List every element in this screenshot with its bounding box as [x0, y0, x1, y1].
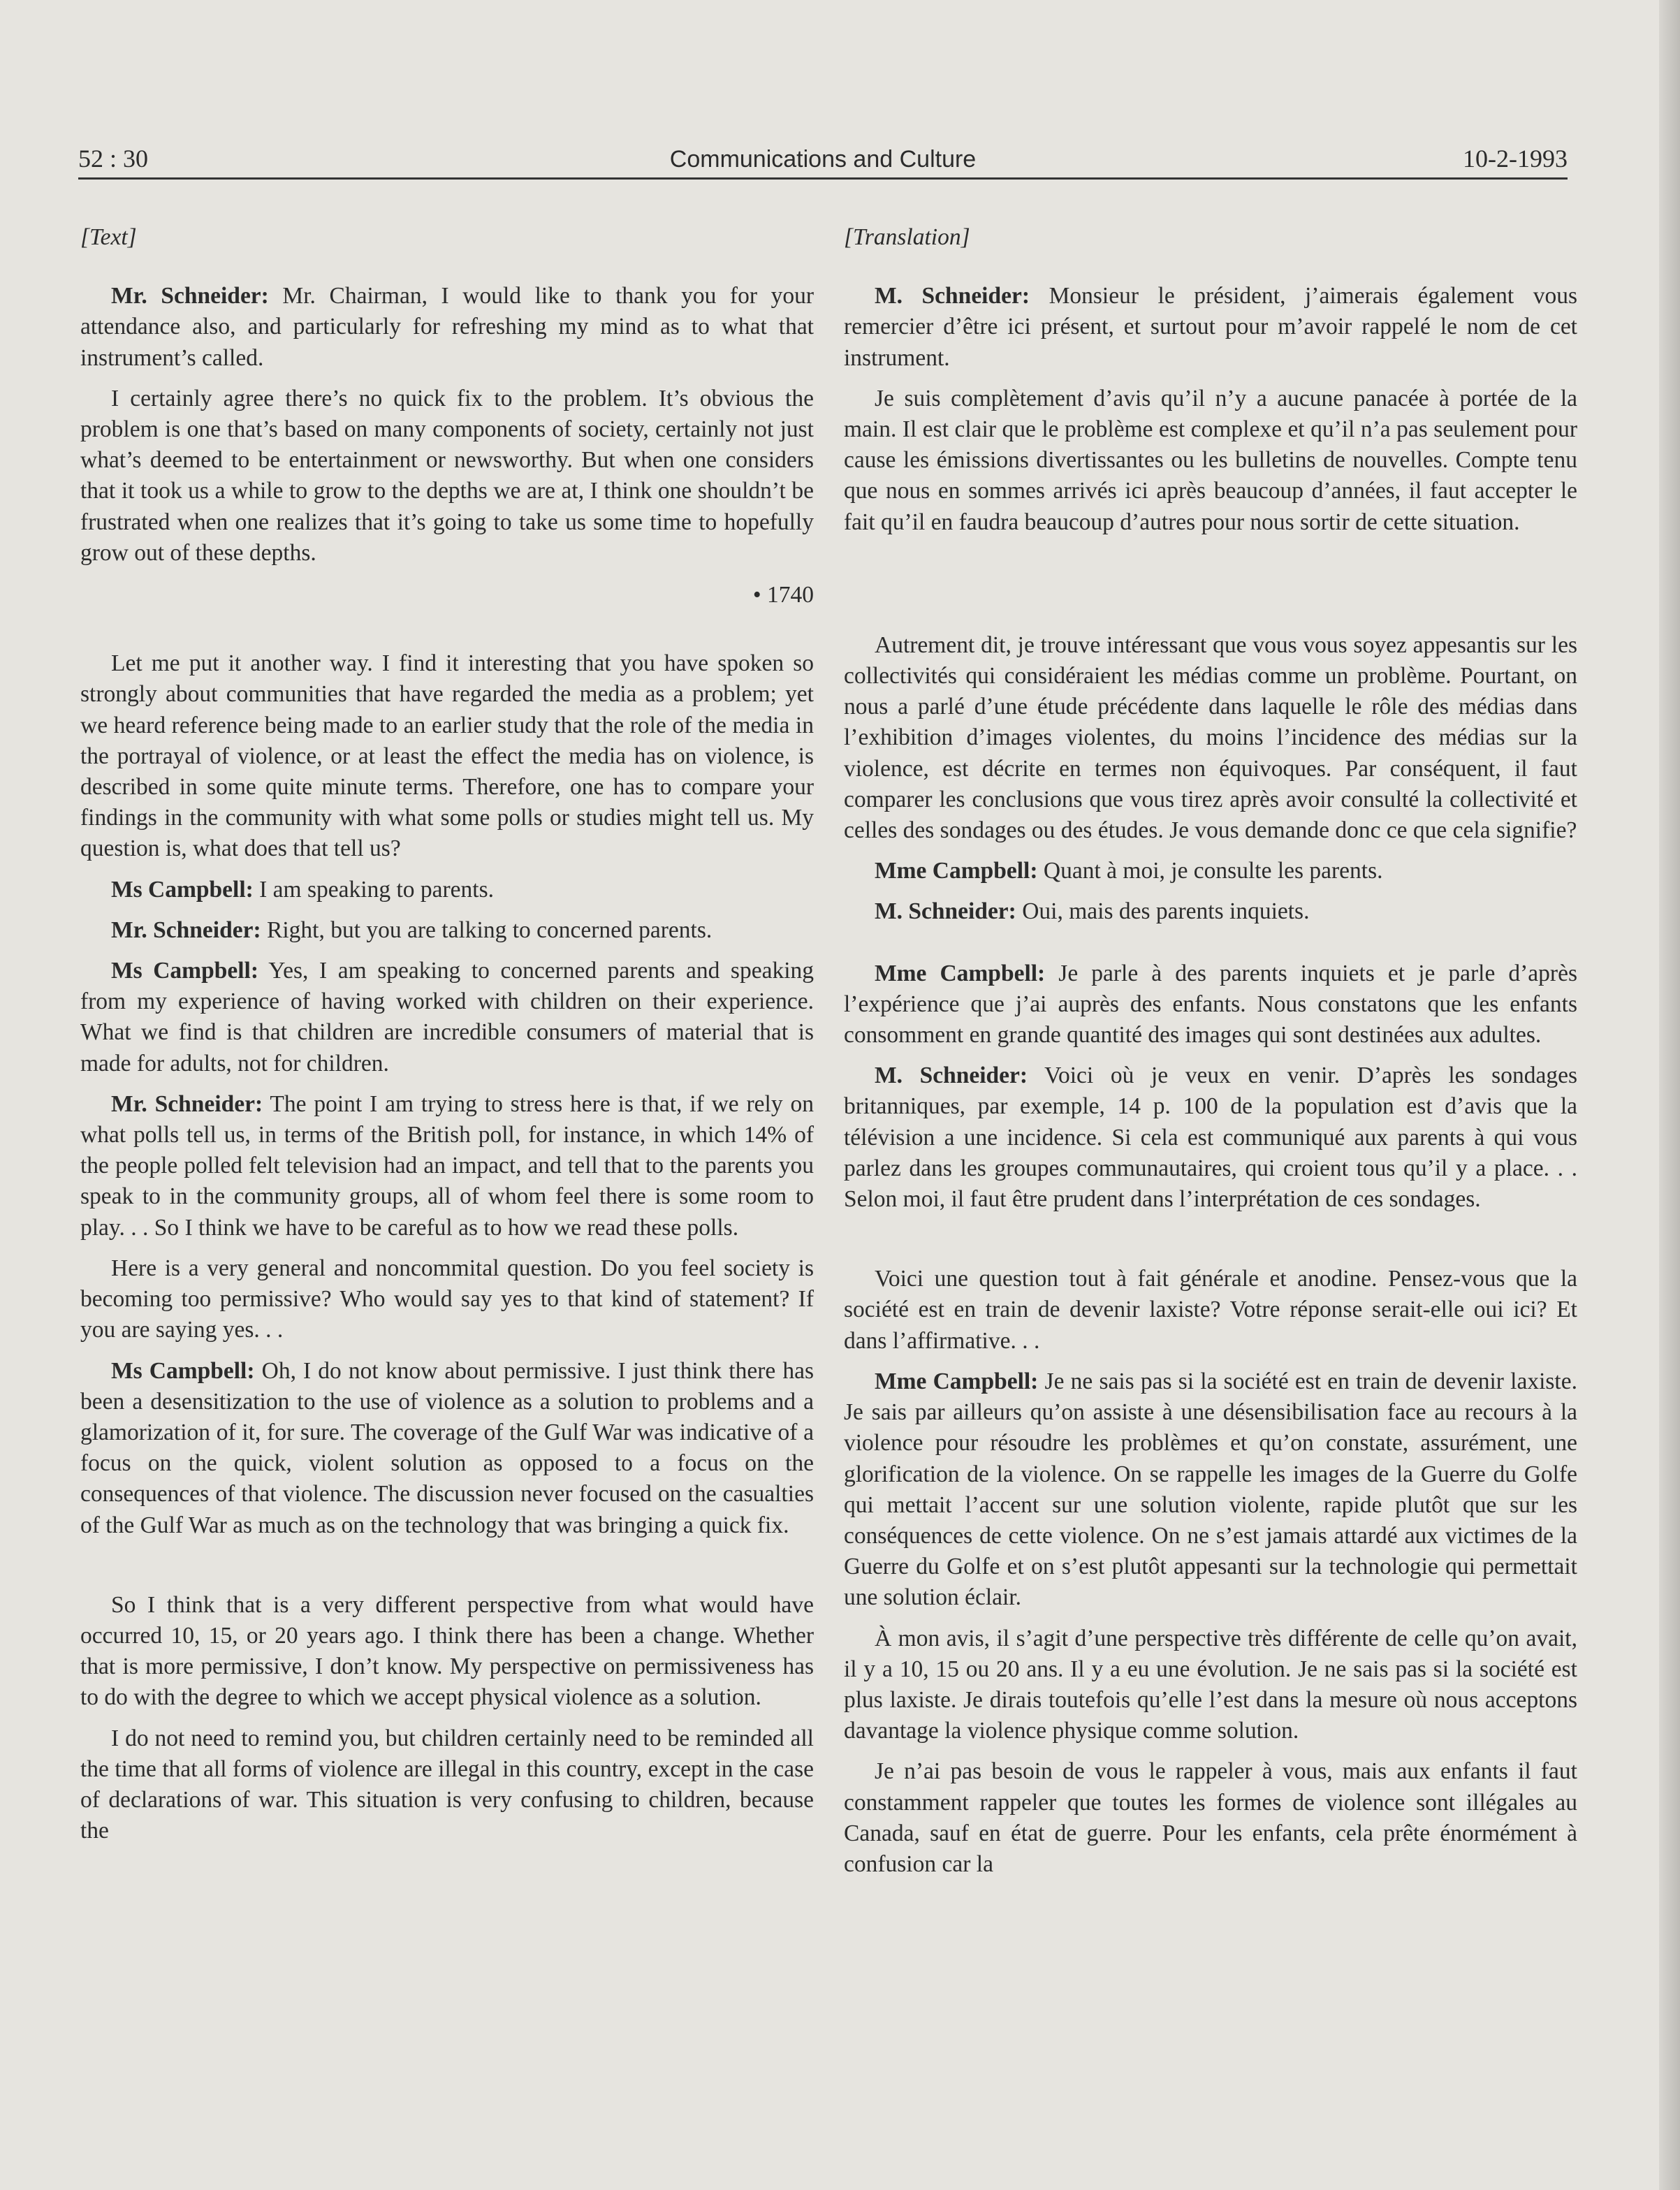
- speaker-name: Ms Campbell:: [111, 876, 254, 903]
- speaker-name: Mr. Schneider:: [111, 1090, 263, 1117]
- speaker-name: Ms Campbell:: [111, 1357, 255, 1384]
- paragraph: Je n’ai pas besoin de vous le rappeler à vous, mais aux enfants il faut constamment rappeler que toutes les formes de violence sont illégales au Canada, sauf en état de guerre. Pour les enfants, cela prête énormément à confusion car la: [844, 1758, 1577, 1877]
- spacer: [844, 548, 1577, 630]
- paragraph: I certainly agree there’s no quick fix to the problem. It’s obvious the problem is one that’s based on many components of society, certainly not just what’s deemed to be entertainment or newsworthy. But when one considers that it took us a while to grow to the depths we are at, I think one shouldn’t be frustrated when one realizes that it’s going to take us some time to hopefully grow out of these depths.: [80, 385, 814, 566]
- paragraph: I do not need to remind you, but children certainly need to be reminded all the time that all forms of violence are illegal in this country, except in the case of declarations of war. This situation is very confusing to children, because the: [80, 1725, 814, 1844]
- spacer: [844, 1225, 1577, 1264]
- page-header: [78, 137, 1568, 180]
- paragraph: So I think that is a very different perspective from what would have occurred 10, 15, or 20 years ago. I think there has been a change. Whether that is more permissive, I don’t know. My perspective on permissiveness has to do with the degree to which we accept physical violence as a solution.: [80, 1591, 814, 1711]
- column-label: [Translation]: [844, 224, 970, 250]
- paragraph: Ms Campbell: Yes, I am speaking to concerned parents and speaking from my experience of having worked with children on their experience. What we find is that children are incredible consumers of material that is made for adults, not for children.: [80, 958, 815, 1076]
- paragraph: Let me put it another way. I find it interesting that you have spoken so strongly about communities that have regarded the media as a problem; yet we heard reference being made to an earlier study that the role of the media in the portrayal of violence, or at least the effect the media has on violence, is described in some quite minute terms. Therefore, one has to compare your findings in the community with what some polls or studies might tell us. My question is, what does that tell us?: [80, 650, 814, 862]
- speaker-name: Mr. Schneider:: [111, 917, 261, 943]
- publication-title: Communications and Culture: [669, 146, 977, 173]
- paragraph: Mme Campbell: Quant à moi, je consulte les parents.: [875, 858, 1383, 884]
- speaker-name: M. Schneider:: [875, 1063, 1028, 1089]
- speaker-name: M. Schneider:: [875, 898, 1016, 925]
- paragraph: Mr. Schneider: Right, but you are talking to concerned parents.: [111, 917, 713, 943]
- paragraph: Voici une question tout à fait générale et anodine. Pensez-vous que la société est en train de devenir laxiste? Votre réponse serait-elle oui ici? Et dans l’affirmative. . .: [844, 1266, 1577, 1354]
- speaker-name: Mme Campbell:: [875, 1368, 1039, 1394]
- paragraph: Autrement dit, je trouve intéressant que vous vous soyez appesantis sur les collectivités qui considéraient les médias comme un problème. Pourtant, on nous a parlé d’une étude précédente dans laquelle le rôle des médias dans l’exhibition d’images violentes, du moins l’incidence des médias sur la violence, est décrite en termes non équivoques. Par conséquent, il faut comparer les conclusions que vous tirez après avoir consulté la collectivité et celles des sondages ou des études. Je vous demande donc ce que cela signifie?: [844, 632, 1577, 844]
- spacer: [80, 1551, 814, 1590]
- french-column: [844, 222, 1577, 1890]
- speaker-name: M. Schneider:: [875, 283, 1030, 309]
- spacer: [844, 937, 1577, 958]
- page-number: 52 : 30: [78, 145, 149, 173]
- english-column: [80, 222, 814, 1856]
- paragraph: Mr. Schneider: The point I am trying to stress here is that, if we rely on what polls tell us, in terms of the British poll, for instance, in which 14% of the people polled felt television had an impact, and tell that to the parents you speak to in the community groups, all of whom feel there is some room to play. . . So I think we have to be careful as to how we read these polls.: [80, 1090, 814, 1241]
- speaker-name: Mr. Schneider:: [111, 283, 269, 309]
- paragraph: M. Schneider: Oui, mais des parents inquiets.: [875, 898, 1310, 925]
- paragraph: Mme Campbell: Je parle à des parents inquiets et je parle d’après l’expérience que j’ai auprès des enfants. Nous constatons que les enfants consomment en grande quantité des images qui sont destinées aux adultes.: [844, 960, 1577, 1049]
- time-marker: • 1740: [752, 582, 814, 608]
- paragraph: Here is a very general and noncommital question. Do you feel society is becoming too permissive? Who would say yes to that kind of statement? If you are saying yes. . .: [80, 1255, 814, 1343]
- paragraph: M. Schneider: Voici où je veux en venir. D’après les sondages britanniques, par exemple, 14 p. 100 de la population est d’avis que la télévision a une incidence. Si cela est communiqué aux parents à qui vous parlez dans les groupes communautaires, qui croient tous qu’il y a place. . . Selon moi, il faut être prudent dans l’interprétation de ces sondages.: [844, 1063, 1577, 1213]
- paragraph: À mon avis, il s’agit d’une perspective très différente de celle qu’on avait, il y a 10, 15 ou 20 ans. Il y a eu une évolution. Je ne sais pas si la société est plus laxiste. Je dirais toutefois qu’elle l’est dans la mesure où nous acceptons davantage la violence physique comme solution.: [844, 1625, 1577, 1744]
- paragraph: Ms Campbell: Oh, I do not know about permissive. I just think there has been a desensitization to the use of violence as a solution to problems and a glamorization of it, for sure. The coverage of the Gulf War was indicative of a focus on the quick, violent solution as opposed to a focus on the consequences of that violence. The discussion never focused on the casualties of the Gulf War as much as on the technology that was bringing a quick fix.: [80, 1357, 814, 1538]
- page-edge: [1659, 0, 1680, 2190]
- paragraph: Mr. Schneider: Mr. Chairman, I would like to thank you for your attendance also, and particularly for refreshing my mind as to what that instrument’s called.: [80, 283, 814, 371]
- speaker-name: Mme Campbell:: [875, 960, 1046, 986]
- paragraph: M. Schneider: Monsieur le président, j’aimerais également vous remercier d’être ici présent, et surtout pour m’avoir rappelé le nom de cet instrument.: [844, 283, 1577, 371]
- paragraph: Je suis complètement d’avis qu’il n’y a aucune panacée à portée de la main. Il est clair que le problème est complexe et qu’il n’a pas seulement pour cause les émissions divertissantes ou les bulletins de nouvelles. Compte tenu que nous en sommes arrivés ici après beaucoup d’années, il faut accepter le fait qu’il en faudra beaucoup d’autres pour nous sortir de cette situation.: [844, 385, 1577, 535]
- speaker-name: Mme Campbell:: [875, 858, 1038, 884]
- paragraph: Ms Campbell: I am speaking to parents.: [111, 876, 494, 903]
- header-date: 10-2-1993: [1463, 145, 1568, 173]
- speaker-name: Ms Campbell:: [111, 958, 258, 984]
- paragraph: Mme Campbell: Je ne sais pas si la société est en train de devenir laxiste. Je sais par ailleurs qu’on assiste à une désensibilisation face au recours à la violence pour résoudre les problèmes et qu’on constate, assurément, une glorification de la violence. On se rappelle les images de la Guerre du Golfe qui mettait l’accent sur une solution violente, rapide plutôt que sur les conséquences de cette violence. On ne s’est jamais attardé aux victimes de la Guerre du Golfe et on s’est plutôt appesanti sur la technologie qui permettait une solution éclair.: [844, 1368, 1577, 1611]
- column-label: [Text]: [80, 224, 137, 250]
